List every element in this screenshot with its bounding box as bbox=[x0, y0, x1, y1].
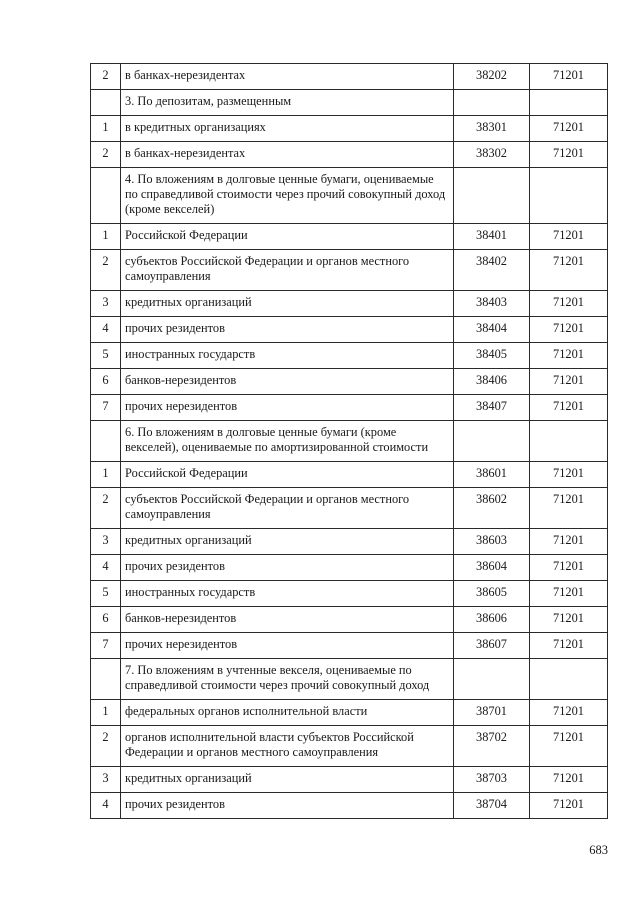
row-description: банков-нерезидентов bbox=[121, 607, 454, 633]
account-number: 38302 bbox=[454, 142, 530, 168]
row-description: кредитных организаций bbox=[121, 767, 454, 793]
symbol-code: 71201 bbox=[530, 529, 608, 555]
row-description: субъектов Российской Федерации и органов местного самоуправления bbox=[121, 250, 454, 291]
account-number: 38202 bbox=[454, 64, 530, 90]
section-header-row bbox=[91, 168, 608, 224]
account-number: 38605 bbox=[454, 581, 530, 607]
table-row bbox=[91, 64, 608, 90]
table-row bbox=[91, 462, 608, 488]
symbol-code bbox=[530, 90, 608, 116]
symbol-code: 71201 bbox=[530, 767, 608, 793]
account-number bbox=[454, 421, 530, 462]
symbol-code bbox=[530, 421, 608, 462]
account-number: 38702 bbox=[454, 726, 530, 767]
table-row bbox=[91, 116, 608, 142]
symbol-code: 71201 bbox=[530, 250, 608, 291]
row-description: банков-нерезидентов bbox=[121, 369, 454, 395]
row-number bbox=[91, 168, 121, 224]
row-number: 2 bbox=[91, 726, 121, 767]
account-number: 38301 bbox=[454, 116, 530, 142]
table-row bbox=[91, 488, 608, 529]
account-number: 38604 bbox=[454, 555, 530, 581]
row-description: прочих нерезидентов bbox=[121, 395, 454, 421]
row-number: 1 bbox=[91, 700, 121, 726]
account-number: 38401 bbox=[454, 224, 530, 250]
table-row bbox=[91, 250, 608, 291]
account-number: 38403 bbox=[454, 291, 530, 317]
table-row bbox=[91, 529, 608, 555]
row-description: Российской Федерации bbox=[121, 224, 454, 250]
symbol-code: 71201 bbox=[530, 142, 608, 168]
row-number: 2 bbox=[91, 250, 121, 291]
row-number: 3 bbox=[91, 767, 121, 793]
symbol-code: 71201 bbox=[530, 343, 608, 369]
table-row bbox=[91, 369, 608, 395]
row-number: 5 bbox=[91, 343, 121, 369]
row-description: федеральных органов исполнительной власти bbox=[121, 700, 454, 726]
row-description: прочих резидентов bbox=[121, 317, 454, 343]
symbol-code: 71201 bbox=[530, 555, 608, 581]
row-number: 2 bbox=[91, 488, 121, 529]
symbol-code: 71201 bbox=[530, 291, 608, 317]
row-description: в банках-нерезидентах bbox=[121, 142, 454, 168]
row-number bbox=[91, 90, 121, 116]
page-number: 683 bbox=[589, 843, 608, 857]
account-number: 38701 bbox=[454, 700, 530, 726]
accounts-table bbox=[90, 63, 608, 819]
symbol-code: 71201 bbox=[530, 224, 608, 250]
symbol-code: 71201 bbox=[530, 488, 608, 529]
symbol-code: 71201 bbox=[530, 633, 608, 659]
table-row bbox=[91, 607, 608, 633]
section-header-row bbox=[91, 421, 608, 462]
row-description: кредитных организаций bbox=[121, 291, 454, 317]
row-description: субъектов Российской Федерации и органов местного самоуправления bbox=[121, 488, 454, 529]
row-number: 1 bbox=[91, 116, 121, 142]
symbol-code: 71201 bbox=[530, 726, 608, 767]
row-description: Российской Федерации bbox=[121, 462, 454, 488]
row-number: 6 bbox=[91, 607, 121, 633]
table-row bbox=[91, 291, 608, 317]
row-description: кредитных организаций bbox=[121, 529, 454, 555]
table-row bbox=[91, 395, 608, 421]
section-heading: 4. По вложениям в долговые ценные бумаги, оцениваемые по справедливой стоимости через прочий совокупный доход (кроме векселей) bbox=[121, 168, 454, 224]
symbol-code bbox=[530, 168, 608, 224]
account-number: 38407 bbox=[454, 395, 530, 421]
row-number: 4 bbox=[91, 793, 121, 819]
row-number: 1 bbox=[91, 224, 121, 250]
symbol-code: 71201 bbox=[530, 462, 608, 488]
row-description: органов исполнительной власти субъектов Российской Федерации и органов местного самоуправления bbox=[121, 726, 454, 767]
account-number bbox=[454, 90, 530, 116]
account-number: 38404 bbox=[454, 317, 530, 343]
row-number: 2 bbox=[91, 142, 121, 168]
row-description: в банках-нерезидентах bbox=[121, 64, 454, 90]
symbol-code bbox=[530, 659, 608, 700]
row-number: 4 bbox=[91, 555, 121, 581]
account-number: 38603 bbox=[454, 529, 530, 555]
account-number: 38406 bbox=[454, 369, 530, 395]
row-description: иностранных государств bbox=[121, 343, 454, 369]
account-number: 38606 bbox=[454, 607, 530, 633]
section-heading: 3. По депозитам, размещенным bbox=[121, 90, 454, 116]
symbol-code: 71201 bbox=[530, 793, 608, 819]
row-description: иностранных государств bbox=[121, 581, 454, 607]
section-heading: 6. По вложениям в долговые ценные бумаги (кроме векселей), оцениваемые по амортизированной стоимости bbox=[121, 421, 454, 462]
account-number: 38405 bbox=[454, 343, 530, 369]
table-row bbox=[91, 633, 608, 659]
account-number bbox=[454, 168, 530, 224]
account-number: 38607 bbox=[454, 633, 530, 659]
row-number: 3 bbox=[91, 291, 121, 317]
row-number: 1 bbox=[91, 462, 121, 488]
symbol-code: 71201 bbox=[530, 700, 608, 726]
row-number: 4 bbox=[91, 317, 121, 343]
table-row bbox=[91, 793, 608, 819]
table-row bbox=[91, 343, 608, 369]
section-header-row bbox=[91, 90, 608, 116]
row-description: прочих резидентов bbox=[121, 555, 454, 581]
symbol-code: 71201 bbox=[530, 116, 608, 142]
symbol-code: 71201 bbox=[530, 369, 608, 395]
row-number: 7 bbox=[91, 633, 121, 659]
table-row bbox=[91, 317, 608, 343]
row-number: 6 bbox=[91, 369, 121, 395]
row-number: 3 bbox=[91, 529, 121, 555]
table-row bbox=[91, 581, 608, 607]
table-row bbox=[91, 555, 608, 581]
symbol-code: 71201 bbox=[530, 607, 608, 633]
row-number: 2 bbox=[91, 64, 121, 90]
row-description: прочих резидентов bbox=[121, 793, 454, 819]
row-number bbox=[91, 659, 121, 700]
row-description: прочих нерезидентов bbox=[121, 633, 454, 659]
row-number bbox=[91, 421, 121, 462]
table-row bbox=[91, 700, 608, 726]
row-number: 5 bbox=[91, 581, 121, 607]
row-description: в кредитных организациях bbox=[121, 116, 454, 142]
section-header-row bbox=[91, 659, 608, 700]
symbol-code: 71201 bbox=[530, 317, 608, 343]
symbol-code: 71201 bbox=[530, 64, 608, 90]
table-row bbox=[91, 726, 608, 767]
account-number: 38402 bbox=[454, 250, 530, 291]
section-heading: 7. По вложениям в учтенные векселя, оцениваемые по справедливой стоимости через прочий совокупный доход bbox=[121, 659, 454, 700]
account-number bbox=[454, 659, 530, 700]
account-number: 38703 bbox=[454, 767, 530, 793]
account-number: 38601 bbox=[454, 462, 530, 488]
symbol-code: 71201 bbox=[530, 395, 608, 421]
symbol-code: 71201 bbox=[530, 581, 608, 607]
table-row bbox=[91, 224, 608, 250]
table-row bbox=[91, 767, 608, 793]
row-number: 7 bbox=[91, 395, 121, 421]
account-number: 38704 bbox=[454, 793, 530, 819]
account-number: 38602 bbox=[454, 488, 530, 529]
table-row bbox=[91, 142, 608, 168]
